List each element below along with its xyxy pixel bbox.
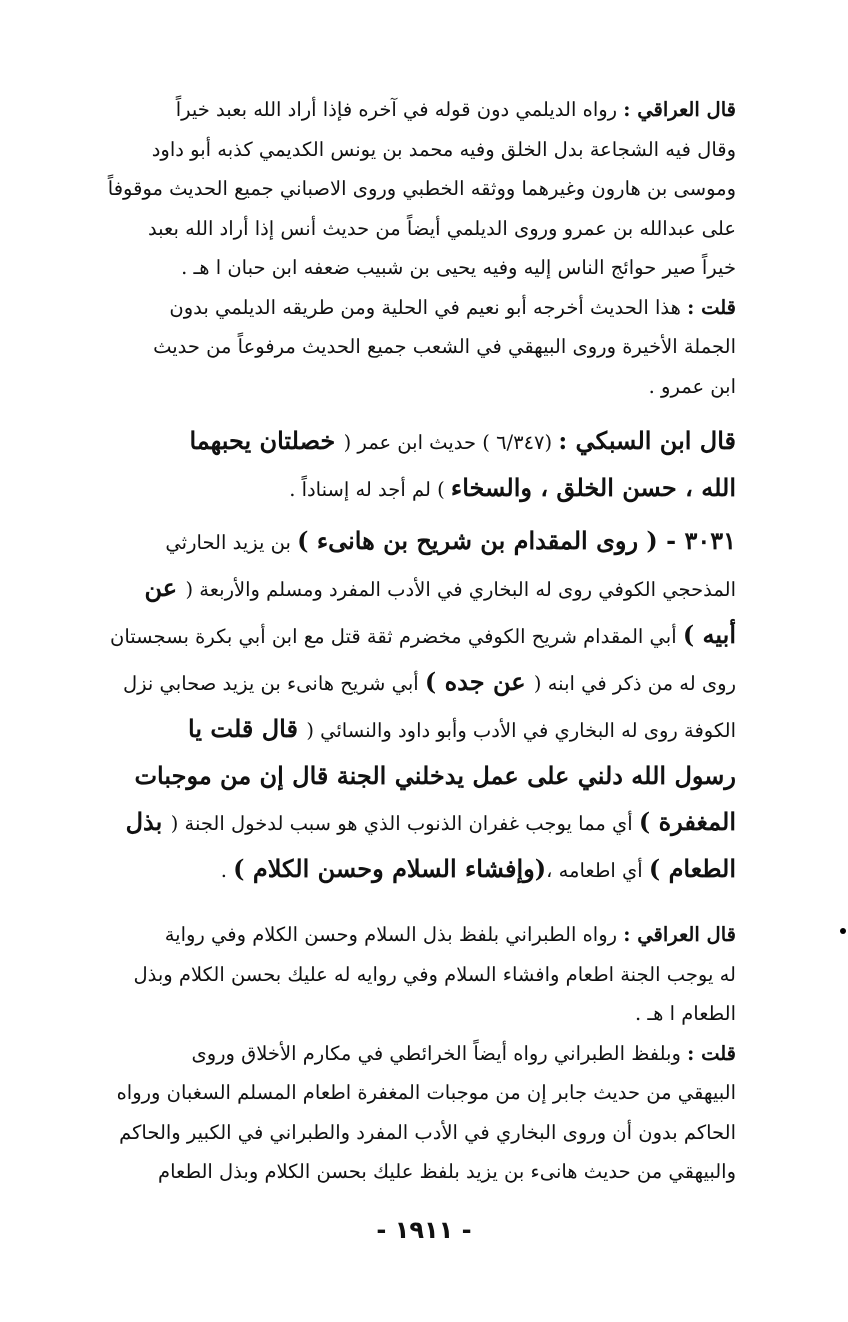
text-line bbox=[66, 846, 736, 893]
paragraph-iraqi-1 bbox=[66, 90, 736, 288]
line-text: بن يزيد الحارثي bbox=[165, 531, 298, 554]
speaker-label: قال العراقي : bbox=[623, 923, 736, 946]
line-text: أبي المقدام شريح الكوفي مخضرم ثقة قتل مع ابن أبي بكرة بسجستان bbox=[110, 625, 683, 648]
text-line: خيراً صير حوائج الناس إليه وفيه يحيى بن شبيب ضعفه ابن حبان ا هـ . bbox=[181, 256, 736, 279]
hadith-text: عن bbox=[144, 573, 186, 602]
text-line bbox=[66, 565, 736, 612]
hadith-text: عن جده ) bbox=[424, 667, 534, 696]
line-text: رواه الديلمي دون قوله في آخره فإذا أراد الله بعبد خيراً bbox=[175, 98, 624, 121]
text-line: والبيهقي من حديث هانىء بن يزيد بلفظ عليك بحسن الكلام وبذل الطعام bbox=[158, 1160, 736, 1183]
page-number: - ١٩١١ - bbox=[376, 1216, 472, 1244]
hadith-text: بذل bbox=[125, 807, 171, 836]
text-line bbox=[66, 1034, 736, 1074]
hadith-text: الطعام ) bbox=[648, 854, 736, 883]
hadith-text: الله ، حسن الخلق ، والسخاء bbox=[450, 473, 736, 502]
text-line: وموسى بن هارون وغيرهما ووثقه الخطبي وروى الاصباني جميع الحديث موقوفاً bbox=[107, 177, 736, 200]
hadith-text: رسول الله دلني على عمل يدخلني الجنة قال إن من موجبات bbox=[134, 761, 736, 790]
text-line: وقال فيه الشجاعة بدل الخلق وفيه محمد بن يونس الكديمي كذبه أبو داود bbox=[151, 137, 736, 161]
line-text: وبلفظ الطبراني رواه أيضاً الخرائطي في مكارم الأخلاق وروى bbox=[191, 1041, 688, 1065]
text-line bbox=[66, 753, 736, 799]
speaker-label: قلت : bbox=[687, 295, 736, 319]
margin-dot bbox=[840, 928, 846, 934]
paragraph-qult-2 bbox=[66, 1034, 736, 1192]
text-line bbox=[66, 90, 736, 130]
text-line bbox=[66, 799, 736, 846]
hadith-text: أبيه ) bbox=[682, 620, 736, 649]
text-line bbox=[66, 612, 736, 659]
hadith-text: قال قلت يا bbox=[188, 714, 307, 743]
line-text: المذحجي الكوفي روى له البخاري في الأدب المفرد ومسلم والأربعة ( bbox=[185, 578, 736, 601]
line-text: أي مما يوجب غفران الذنوب الذي هو سبب لدخول الجنة ( bbox=[170, 812, 639, 835]
speaker-label: قال العراقي : bbox=[623, 98, 736, 121]
text-line bbox=[66, 706, 736, 753]
speaker-label: قال ابن السبكي : bbox=[558, 426, 736, 455]
paragraph-qult-1 bbox=[66, 288, 736, 407]
text-line: الجملة الأخيرة وروى البيهقي في الشعب جميع الحديث مرفوعاً من حديث bbox=[153, 335, 736, 358]
text-line bbox=[66, 518, 736, 565]
text-line bbox=[66, 288, 736, 328]
hadith-heading: ٣٠٣١ - ( روى المقدام بن شريح بن هانىء ) bbox=[297, 526, 736, 555]
text-line: البيهقي من حديث جابر إن من موجبات المغفرة اطعام المسلم السغبان ورواه bbox=[116, 1081, 736, 1104]
line-text: (٦/٣٤٧ ) حديث ابن عمر ( bbox=[343, 431, 559, 454]
hadith-3031 bbox=[66, 518, 736, 893]
line-text: أي اطعامه ، bbox=[546, 859, 649, 882]
text-line bbox=[66, 465, 736, 512]
speaker-label: قلت : bbox=[687, 1041, 736, 1065]
paragraph-subki bbox=[66, 418, 736, 512]
line-text: رواه الطبراني بلفظ بذل السلام وحسن الكلام وفي رواية bbox=[164, 923, 624, 946]
line-text: ) لم أجد له إسناداً . bbox=[289, 478, 451, 501]
hadith-text: المغفرة ) bbox=[638, 807, 736, 836]
line-text: . bbox=[220, 859, 234, 882]
line-text: هذا الحديث أخرجه أبو نعيم في الحلية ومن طريقه الديلمي بدون bbox=[169, 295, 688, 319]
hadith-text: (وإفشاء السلام وحسن الكلام ) bbox=[233, 854, 547, 883]
text-line bbox=[66, 418, 736, 465]
line-text: أبي شريح هانىء بن يزيد صحابي نزل bbox=[122, 672, 425, 695]
text-line: على عبدالله بن عمرو وروى الديلمي أيضاً من حديث أنس إذا أراد الله بعبد bbox=[147, 216, 736, 240]
line-text: الكوفة روى له البخاري في الأدب وأبو داود والنسائي ( bbox=[306, 719, 736, 742]
paragraph-iraqi-2 bbox=[66, 915, 736, 1034]
text-line: له يوجب الجنة اطعام وافشاء السلام وفي روايه له عليك بحسن الكلام وبذل bbox=[133, 962, 736, 986]
line-text: روى له من ذكر في ابنه ( bbox=[533, 672, 736, 695]
text-line: الطعام ا هـ . bbox=[635, 1002, 736, 1025]
text-line bbox=[66, 659, 736, 706]
text-line bbox=[66, 915, 736, 955]
hadith-text: خصلتان يحبهما bbox=[189, 426, 344, 455]
text-line: الحاكم بدون أن وروى البخاري في الأدب المفرد والطبراني في الكبير والحاكم bbox=[119, 1120, 736, 1144]
text-line: ابن عمرو . bbox=[648, 374, 736, 398]
